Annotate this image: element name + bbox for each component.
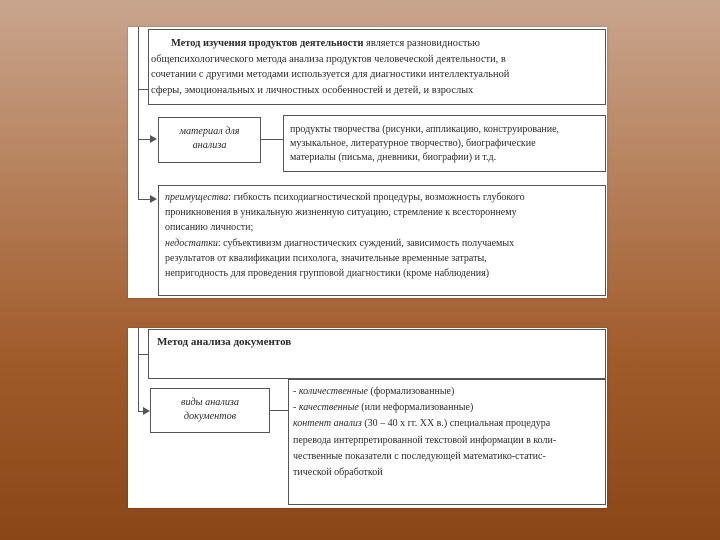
connector-material-desc xyxy=(261,139,283,140)
types-desc-box: - количественные (формализованные) - качественные (или неформализованные) контент анализ (30 – 40 х гг. XX в.) специальная процедура перевода интерпретированной текстовой информации в коли- чественные показатели с последующей математико-статис- тической обработкой xyxy=(288,379,606,505)
disadvantages-line1: : субъективизм диагностических суждений, зависимость получаемых xyxy=(217,237,515,249)
qualitative-label: качественные xyxy=(298,402,359,414)
arrow-assessment xyxy=(150,195,157,203)
content-analysis-line4: тической обработкой xyxy=(293,467,383,479)
disadvantages-label: недостатки xyxy=(165,237,218,249)
method-products-diagram xyxy=(128,27,607,298)
method-title: Метод изучения продуктов деятельности xyxy=(171,38,364,49)
connector-vertical xyxy=(138,27,139,200)
quantitative-label: количественные xyxy=(298,386,368,397)
assessment-box xyxy=(158,185,606,296)
header-line2: общепсихологического метода анализа продуктов человеческой деятельности, в xyxy=(151,53,506,65)
content-analysis-line2: перевода интерпретированной текстовой информации в коли- xyxy=(293,434,557,446)
content-analysis-line1: (30 – 40 х гг. XX в.) специальная процедура xyxy=(361,418,551,430)
connector-to-header-2 xyxy=(138,354,148,355)
connector-vertical-2 xyxy=(138,328,139,412)
types-label-line2: документов xyxy=(183,411,237,422)
advantages-line1: : гибкость психодиагностической процедуры, возможность глубокого xyxy=(228,192,525,203)
header-box xyxy=(148,29,606,105)
material-desc-line2: музыкальное, литературное творчество), биографические xyxy=(290,138,536,149)
quantitative-desc: (формализованные) xyxy=(367,386,455,397)
header-line3: сочетании с другими методами используется для диагностики интеллектуальной xyxy=(151,69,510,80)
material-desc-line1: продукты творчества (рисунки, аппликацию, конструирование, xyxy=(290,124,560,135)
advantages-line3: описанию личности; xyxy=(165,222,254,234)
disadvantages-line2: результатов от квалификации психолога, значительные временные затраты, xyxy=(165,252,487,264)
types-label-box xyxy=(150,388,270,433)
connector-to-header xyxy=(138,89,148,90)
content-analysis-label: контент анализ xyxy=(293,418,362,430)
method-documents-diagram xyxy=(128,328,607,508)
arrow-material xyxy=(150,135,157,143)
types-label-line1: виды анализа xyxy=(181,397,239,408)
disadvantages-line3: непригодность для проведения групповой диагностики (кроме наблюдения) xyxy=(165,268,490,280)
advantages-line2: проникновения в уникальную жизненную ситуацию, стремление к всестороннему xyxy=(165,207,517,219)
header-line4: сферы, эмоциональных и личностных особенностей и детей, и взрослых xyxy=(151,84,474,96)
connector-types-desc xyxy=(270,410,288,411)
material-label-line2: анализа xyxy=(192,140,227,151)
material-label-box xyxy=(158,117,261,163)
header-line1: является разновидностью xyxy=(363,38,480,49)
qualitative-desc: (или неформализованные) xyxy=(358,402,474,414)
header-box-2 xyxy=(148,329,606,379)
advantages-label: преимущества xyxy=(165,192,229,203)
content-analysis-line3: чественные показатели с последующей математико-статис- xyxy=(293,450,546,462)
arrow-types xyxy=(143,407,150,415)
material-desc-box xyxy=(283,115,606,172)
material-desc-line3: материалы (письма, дневники, биографии) и т.д. xyxy=(290,152,497,163)
material-label-line1: материал для xyxy=(179,126,240,137)
documents-title: Метод анализа документов xyxy=(157,336,292,348)
